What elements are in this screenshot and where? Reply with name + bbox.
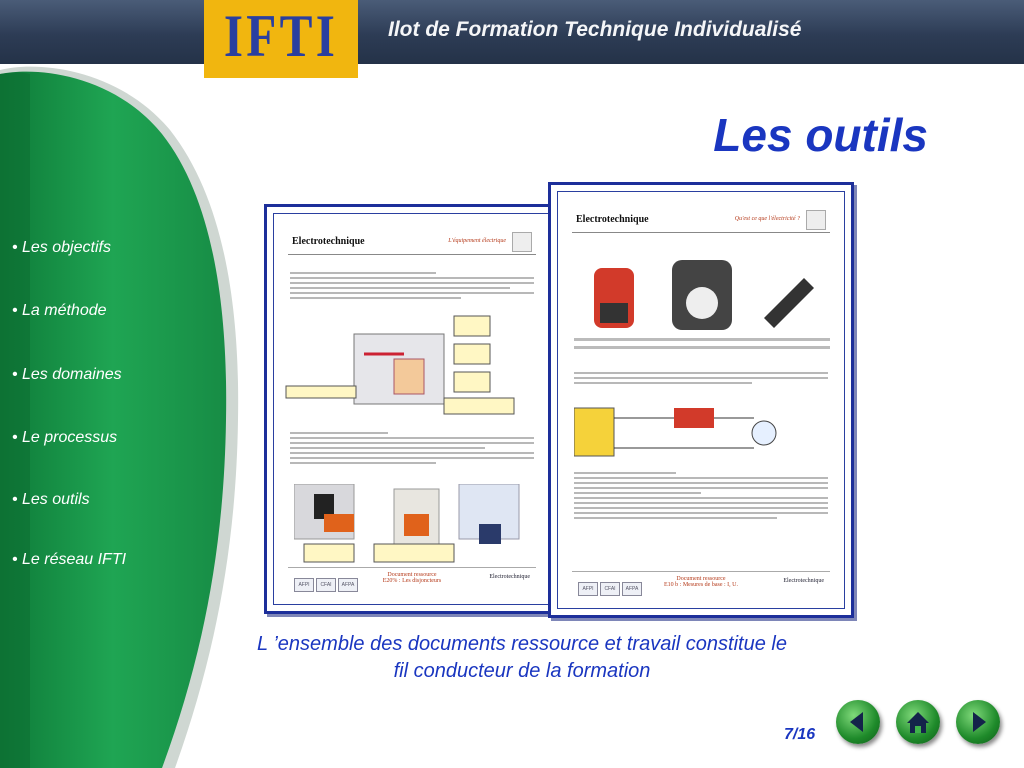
next-arrow-icon <box>956 700 1000 744</box>
document-subheading: Qu'est ce que l'électricité ? <box>734 216 800 222</box>
sidebar-item-label: Les objectifs <box>22 239 111 256</box>
afpa-logo: AFPA <box>622 582 642 596</box>
sidebar-item-processus[interactable]: • Le processus <box>12 429 118 446</box>
sidebar-item-label: Les domaines <box>22 366 122 383</box>
clamp-meters-illustration <box>574 248 830 368</box>
sidebar-item-objectifs[interactable]: • Les objectifs <box>12 239 111 256</box>
page-title: Les outils <box>713 109 928 161</box>
document-footer <box>572 571 830 596</box>
logo-text: IFTI <box>223 3 339 69</box>
document-footer-domain: Electrotechnique <box>489 574 530 580</box>
document-heading: Electrotechnique <box>292 236 365 247</box>
sidebar-item-label: La méthode <box>22 302 107 319</box>
breaker-photos <box>294 484 534 564</box>
document-text-block <box>574 472 828 522</box>
sidebar-item-reseau[interactable]: • Le réseau IFTI <box>12 551 127 568</box>
sidebar-item-label: Les outils <box>22 491 90 508</box>
afpa-logo: AFPA <box>338 578 358 592</box>
cfai-logo: CFAI <box>316 578 336 592</box>
header-bar <box>0 0 1024 64</box>
previous-button[interactable] <box>836 700 880 744</box>
afpi-logo: AFPI <box>294 578 314 592</box>
document-subheading: L'équipement électrique <box>448 238 506 244</box>
sidebar-item-label: Le processus <box>22 429 118 446</box>
document-header <box>288 232 536 255</box>
document-text-block <box>290 272 534 302</box>
document-thumbnail-disjoncteurs <box>264 204 560 614</box>
document-footer-label: Document ressource E10 b : Mesures de base : I, U. <box>664 576 738 588</box>
sidebar-item-label: Le réseau IFTI <box>22 551 127 568</box>
document-text-block <box>574 372 828 387</box>
document-heading: Electrotechnique <box>576 214 649 225</box>
document-footer-domain: Electrotechnique <box>783 578 824 584</box>
previous-arrow-icon <box>836 700 880 744</box>
document-header <box>572 210 830 233</box>
home-button[interactable] <box>896 700 940 744</box>
cfai-logo: CFAI <box>600 582 620 596</box>
document-footer-label: Document ressource E20% : Les disjoncteurs <box>382 572 442 584</box>
sidebar-item-domaines[interactable]: • Les domaines <box>12 366 122 383</box>
page-number: 7/16 <box>784 726 816 743</box>
sidebar-item-methode[interactable]: • La méthode <box>12 302 107 319</box>
document-page <box>557 191 845 609</box>
document-thumbnail-mesures <box>548 182 854 618</box>
sidebar-item-outils[interactable]: • Les outils <box>12 491 90 508</box>
breaker-icon <box>512 232 532 252</box>
document-page <box>273 213 551 605</box>
afpi-logo: AFPI <box>578 582 598 596</box>
slide-caption <box>212 631 832 685</box>
caption-line-1: L ’ensemble des documents ressource et travail constitue le <box>257 633 787 655</box>
document-text-block <box>290 432 534 467</box>
caption-line-2: fil conducteur de la formation <box>393 660 651 682</box>
next-button[interactable] <box>956 700 1000 744</box>
lightbulb-icon <box>806 210 826 230</box>
ifti-logo <box>204 0 358 78</box>
measurement-circuit-diagram <box>574 404 830 464</box>
breaker-diagram <box>284 314 544 424</box>
header-title: Ilot de Formation Technique Individualisé <box>388 18 802 41</box>
home-icon <box>896 700 940 744</box>
document-footer <box>288 567 536 592</box>
